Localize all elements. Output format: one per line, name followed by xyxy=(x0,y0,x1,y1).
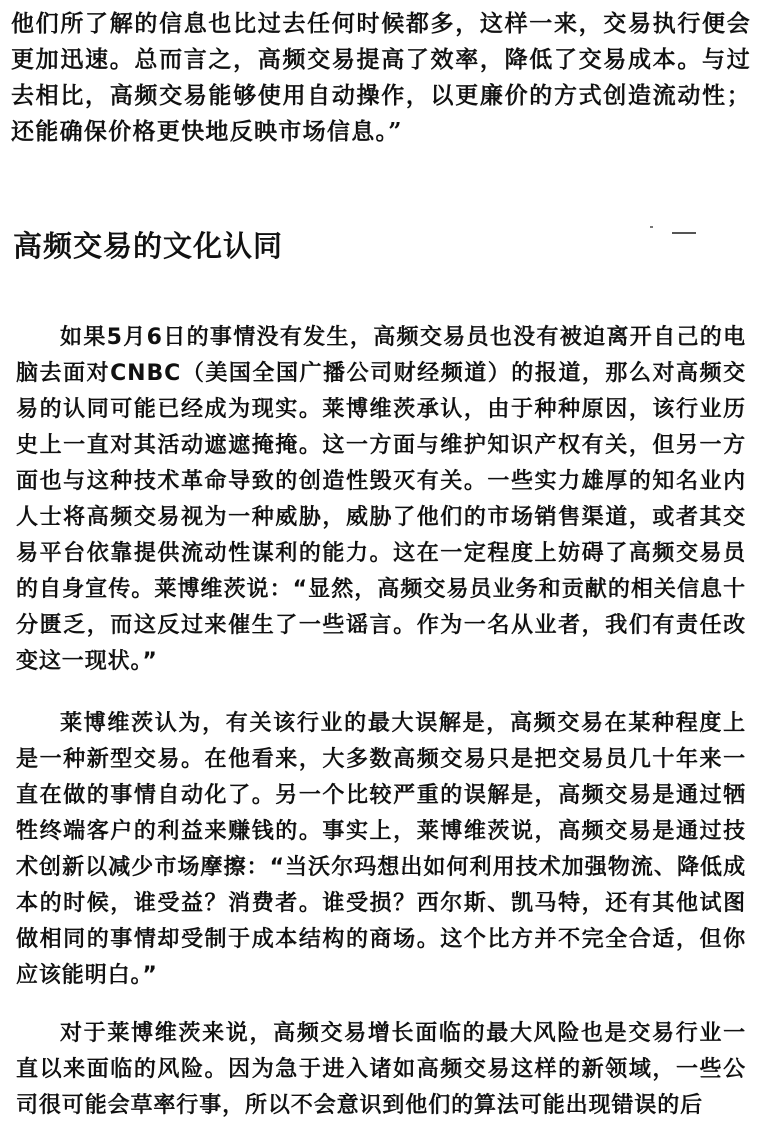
intro-quote-paragraph: 他们所了解的信息也比过去任何时候都多，这样一来，交易执行便会更加迅速。总而言之，高频交易提高了效率，降低了交易成本。与过去相比，高频交易能够使用自动操作，以更廉价的方式创造流动性；还能确保价格更快地反映市场信息。” xyxy=(11,10,751,145)
body-paragraph-1: 如果5月6日的事情没有发生，高频交易员也没有被迫离开自己的电脑去面对CNBC（美国全国广播公司财经频道）的报道，那么对高频交易的认同可能已经成为现实。莱博维茨承认，由于种种原因，该行业历史上一直对其活动遮遮掩掩。这一方面与维护知识产权有关，但另一方面也与这种技术革命导致的创造性毁灭有关。一些实力雄厚的知名业内人士将高频交易视为一种威胁，威胁了他们的市场销售渠道，或者其交易平台依靠提供流动性谋利的能力。这在一定程度上妨碍了高频交易员的自身宣传。莱博维茨说：“显然，高频交易员业务和贡献的相关信息十分匮乏，而这反过来催生了一些谣言。作为一名从业者，我们有责任改变这一现状。” xyxy=(16,325,746,674)
section-title: 高频交易的文化认同 xyxy=(13,229,284,263)
scan-dash-mark xyxy=(672,232,696,234)
body-paragraph-2: 莱博维茨认为，有关该行业的最大误解是，高频交易在某种程度上是一种新型交易。在他看来，大多数高频交易只是把交易员几十年来一直在做的事情自动化了。另一个比较严重的误解是，高频交易是通过牺牲终端客户的利益来赚钱的。事实上，莱博维茨说，高频交易是通过技术创新以减少市场摩擦：“当沃尔玛想出如何利用技术加强物流、降低成本的时候，谁受益？消费者。谁受损？西尔斯、凯马特，还有其他试图做相同的事情却受制于成本结构的商场。这个比方并不完全合适，但你应该能明白。” xyxy=(16,711,746,988)
scan-speck xyxy=(650,226,653,228)
body-paragraph-3: 对于莱博维茨来说，高频交易增长面临的最大风险也是交易行业一直以来面临的风险。因为急于进入诸如高频交易这样的新领域，一些公司很可能会草率行事，所以不会意识到他们的算法可能出现错误的后 xyxy=(16,1021,746,1118)
